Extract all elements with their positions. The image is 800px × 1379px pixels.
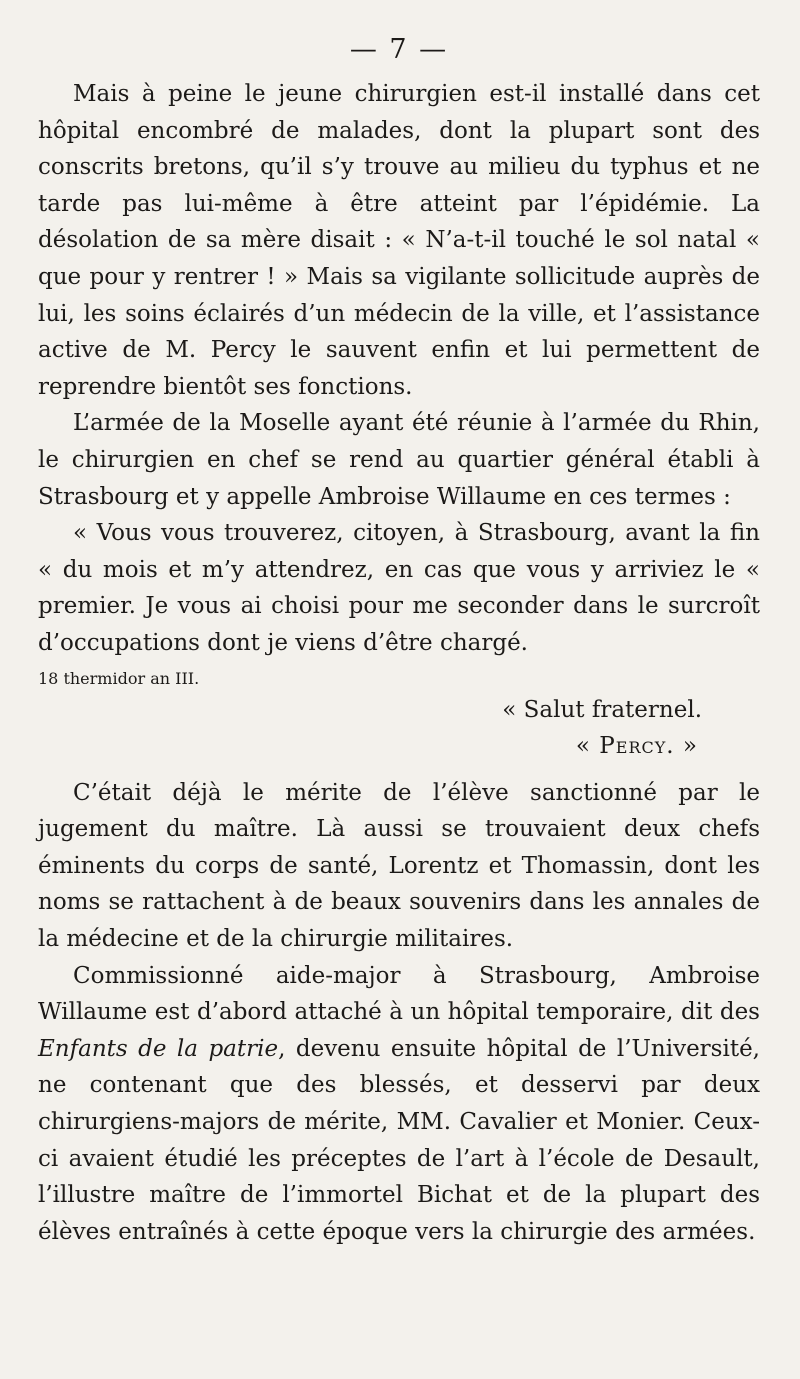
paragraph-typhus: Mais à peine le jeune chirurgien est-il installé dans cet hôpital encombré de malades, dont la plupart sont des conscrits bretons, qu’il s’y trouve au milieu du typhus et ne tarde pas lui-même à être atteint par l’épidémie. La désolation de sa mère disait : « N’a-t-il touché le sol natal « que pour y rentrer ! » Mais sa vigilante sollicitude auprès de lui, les soins éclairés d’un médecin de la ville, et l’assistance active de M. Percy le sauvent enfin et lui permettent de reprendre bientôt ses fonctions.: [38, 81, 760, 400]
letter-date: 18 thermidor an III.: [38, 668, 200, 688]
paragraph-commissionne: [38, 958, 760, 1251]
letter-text: « Vous vous trouverez, citoyen, à Strasbourg, avant la fin « du mois et m’y attendrez, en cas que vous y arriviez le « premier. Je vous ai choisi pour me seconder dans le surcroît d’occupations dont je viens d’être chargé.: [38, 520, 760, 656]
paragraph-commissionne-part1: Commissionné aide-major à Strasbourg, Ambroise Willaume est d’abord attaché à un hôpital temporaire, dit des: [38, 962, 760, 1026]
letter-signature: « Percy. »: [575, 733, 698, 760]
page-number: — 7 —: [349, 34, 449, 65]
paragraph-commissionne-part2: , devenu ensuite hôpital de l’Université, ne contenant que des blessés, et desservi par deux chirurgiens-majors de mérite, MM. Cavalier et Monier. Ceux-ci avaient étudié les préceptes de l’art à l’école de Desault, l’illustre maître de l’immortel Bichat et de la plupart des élèves entraînés à cette époque vers la chirurgie des armées.: [38, 1035, 760, 1245]
paragraph-armee-moselle: L’armée de la Moselle ayant été réunie à l’armée du Rhin, le chirurgien en chef se rend au quartier général établi à Strasbourg et y appelle Ambroise Willaume en ces termes :: [38, 410, 760, 510]
paragraph-merite-eleve: C’était déjà le mérite de l’élève sanctionné par le jugement du maître. Là aussi se trouvaient deux chefs éminents du corps de santé, Lorentz et Thomassin, dont les noms se rattachent à de beaux souvenirs dans les annales de la médecine et de la chirurgie militaires.: [38, 779, 760, 953]
hospital-name-italic: Enfants de la patrie: [38, 1035, 279, 1062]
letter-closing: « Salut fraternel.: [502, 696, 702, 723]
